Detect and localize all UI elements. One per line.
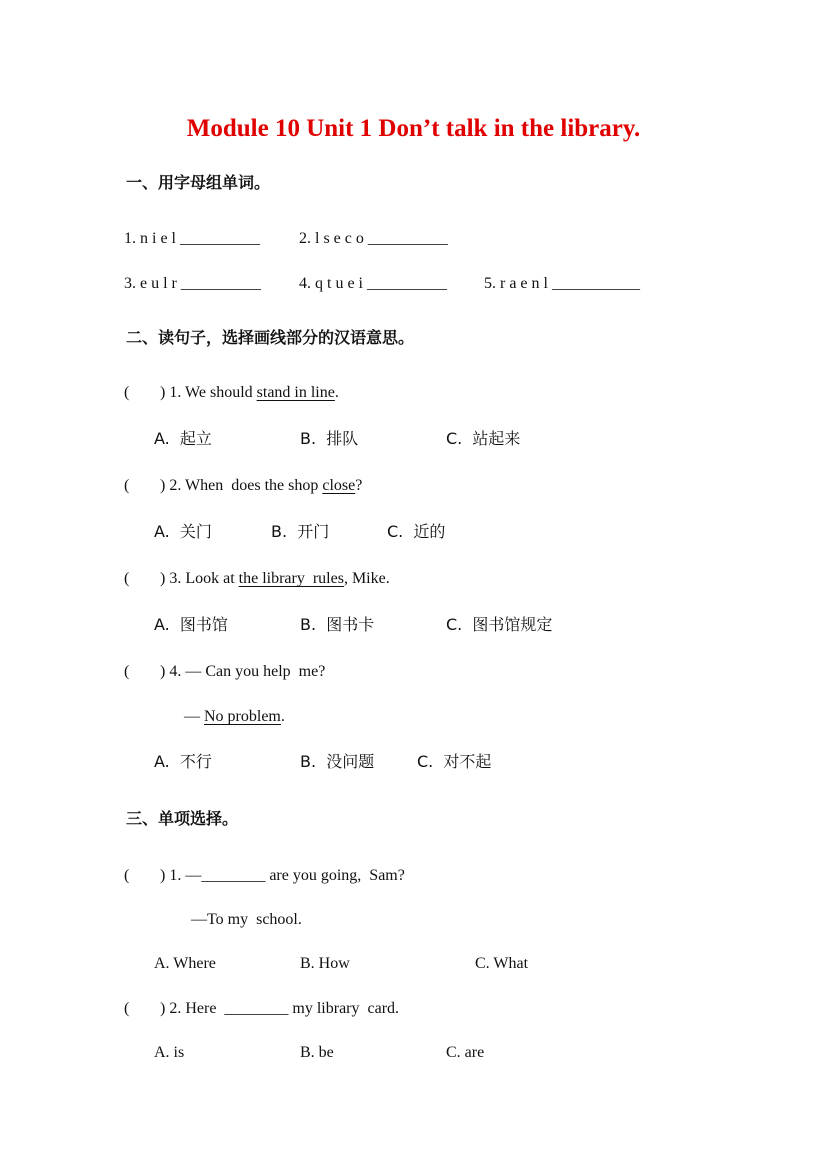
s2-q4-underlined: No problem <box>204 708 281 725</box>
section-2-heading: 二、读句子，选择画线部分的汉语意思。 <box>126 328 415 347</box>
s2-q3-option-b: B. 图书卡 <box>300 615 375 634</box>
s2-q2-underlined: close <box>322 477 356 494</box>
s1-item-5: 5. r a e n l ___________ <box>484 275 640 292</box>
s2-q2-pre: ) 2. When does the shop <box>160 477 323 494</box>
s2-q2-question <box>160 478 362 494</box>
s1-item-3: 3. e u l r __________ <box>124 275 261 292</box>
s2-q1-option-b: B. 排队 <box>300 429 359 448</box>
s3-q1-reply: —To my school. <box>191 911 302 928</box>
s2-q1-underlined: stand in line <box>256 384 335 401</box>
s2-q2-option-a: A. 关门 <box>154 522 212 541</box>
s2-q3-option-a: A. 图书馆 <box>154 615 228 634</box>
s2-q2-paren: ( <box>124 477 130 494</box>
s2-q3-option-c: C. 图书馆规定 <box>446 615 553 634</box>
s2-q1-pre: ) 1. We should <box>160 384 257 401</box>
section-3-heading: 三、单项选择。 <box>126 809 239 828</box>
s1-item-2: 2. l s e c o __________ <box>299 230 448 247</box>
s2-q4-paren: ( <box>124 663 130 680</box>
s3-q1-question: ) 1. —________ are you going, Sam? <box>160 867 405 884</box>
s3-q1-option-b: B. How <box>300 955 350 972</box>
s1-item-1: 1. n i e l __________ <box>124 230 260 247</box>
s2-q3-paren: ( <box>124 570 130 587</box>
s2-q1-option-c: C. 站起来 <box>446 429 521 448</box>
s3-q2-paren: ( <box>124 1000 130 1017</box>
s2-q4-option-c: C. 对不起 <box>417 752 492 771</box>
s2-q4-option-b: B. 没问题 <box>300 752 375 771</box>
s2-q4-reply <box>184 709 285 725</box>
s2-q3-pre: ) 3. Look at <box>160 570 239 587</box>
s2-q1-question <box>160 385 339 401</box>
s2-q2-option-b: B. 开门 <box>271 522 330 541</box>
s3-q2-option-b: B. be <box>300 1044 334 1061</box>
s3-q1-option-c: C. What <box>475 955 529 972</box>
s2-q2-option-c: C. 近的 <box>387 522 446 541</box>
section-1-heading: 一、用字母组单词。 <box>126 173 271 192</box>
s2-q1-post: . <box>334 384 339 401</box>
s1-item-4: 4. q t u e i __________ <box>299 275 447 292</box>
s2-q4-question: ) 4. — Can you help me? <box>160 663 326 680</box>
s2-q3-post: , Mike. <box>343 570 390 587</box>
s2-q2-post: ? <box>355 477 363 494</box>
s3-q2-question: ) 2. Here ________ my library card. <box>160 1000 400 1017</box>
s2-q4-reply-pre: — <box>184 708 204 725</box>
s2-q4-option-a: A. 不行 <box>154 752 212 771</box>
s2-q4-post: . <box>280 708 285 725</box>
s3-q1-option-a: A. Where <box>154 955 216 972</box>
s3-q2-option-c: C. are <box>446 1044 485 1061</box>
s3-q1-paren: ( <box>124 867 130 884</box>
s2-q3-question <box>160 571 390 587</box>
s3-q2-option-a: A. is <box>154 1044 185 1061</box>
s2-q1-paren: ( <box>124 384 130 401</box>
s2-q1-option-a: A. 起立 <box>154 429 212 448</box>
page-title: Module 10 Unit 1 Don’t talk in the library. <box>186 115 641 142</box>
s2-q3-underlined: the library rules <box>238 570 344 587</box>
